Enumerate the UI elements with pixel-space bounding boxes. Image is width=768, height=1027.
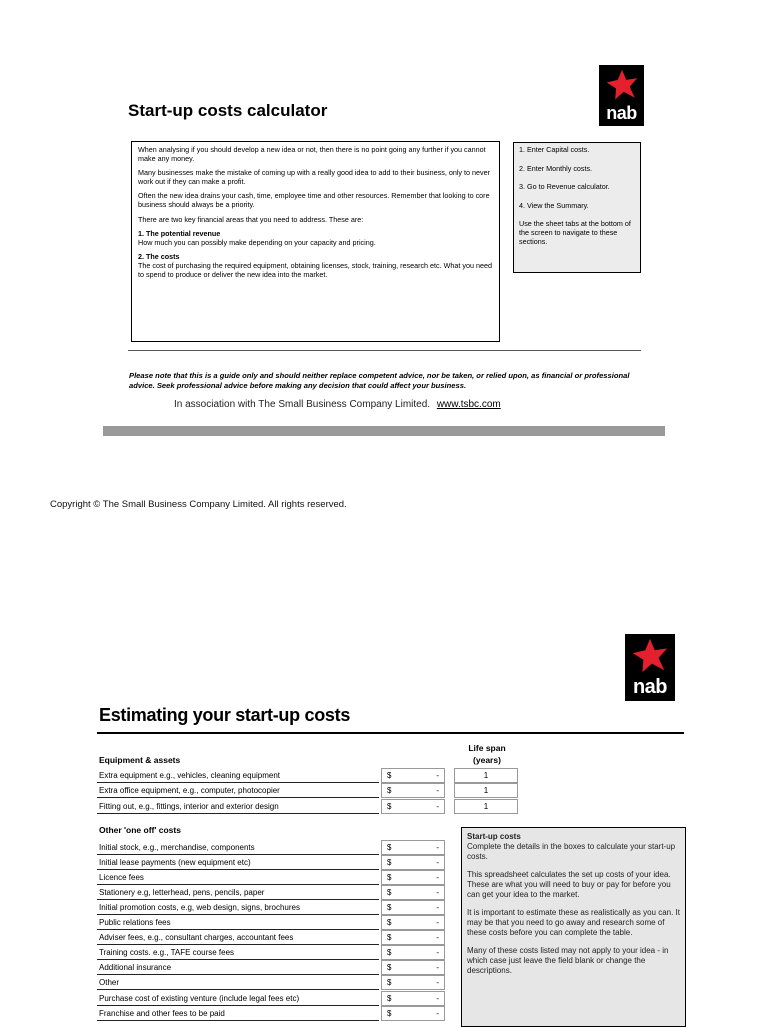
other-costs-heading: Other 'one off' costs (99, 825, 181, 835)
currency-symbol: $ (387, 888, 392, 897)
cost-input[interactable] (381, 930, 445, 945)
cost-value: - (436, 888, 439, 897)
cost-value: - (436, 963, 439, 972)
page-title: Start-up costs calculator (128, 101, 328, 120)
cost-value: - (436, 903, 439, 912)
currency-symbol: $ (387, 903, 392, 912)
lifespan-input[interactable]: 1 (454, 783, 518, 798)
cost-row-label: Initial promotion costs, e.g, web design, signs, brochures (97, 900, 379, 915)
nab-logo-text: nab (606, 103, 637, 123)
costs-text: The cost of purchasing the required equipment, obtaining licenses, stock, training, research etc. What you need to spend to produce or deliver the new idea into the market. (138, 260, 492, 279)
cost-row-label: Additional insurance (97, 960, 379, 975)
currency-symbol: $ (387, 933, 392, 942)
cost-input[interactable] (381, 945, 445, 960)
cost-input[interactable] (381, 870, 445, 885)
startup-info-box (461, 827, 686, 1027)
cost-value: - (436, 948, 439, 957)
nab-star-icon (605, 68, 639, 102)
cost-value: - (436, 786, 439, 795)
cost-input[interactable] (381, 991, 445, 1006)
cost-value: - (436, 858, 439, 867)
currency-symbol: $ (387, 786, 392, 795)
currency-symbol: $ (387, 843, 392, 852)
cost-row-label: Franchise and other fees to be paid (97, 1006, 379, 1021)
cost-row-label: Stationery e.g, letterhead, pens, pencils, paper (97, 885, 379, 900)
association-text: In association with The Small Business Company Limited. (174, 399, 431, 410)
info-paragraph: This spreadsheet calculates the set up costs of your idea. These are what you will need to buy or pay for before you can get your idea to the market. (467, 870, 671, 899)
currency-symbol: $ (387, 873, 392, 882)
cost-row-label: Purchase cost of existing venture (include legal fees etc) (97, 991, 379, 1006)
cost-input[interactable] (381, 900, 445, 915)
currency-symbol: $ (387, 771, 392, 780)
equipment-heading: Equipment & assets (99, 755, 181, 765)
cost-input[interactable] (381, 1006, 445, 1021)
divider (128, 350, 641, 351)
lifespan-header-line2: (years) (473, 755, 501, 765)
nab-logo (599, 65, 644, 126)
footer-bar (103, 426, 665, 436)
page-title: Estimating your start-up costs (99, 705, 351, 725)
title-rule (97, 732, 684, 734)
revenue-heading: 1. The potential revenue (138, 229, 221, 239)
cost-input[interactable] (381, 840, 445, 855)
step-item: 3. Go to Revenue calculator. (519, 182, 610, 192)
info-heading: Start-up costs (467, 832, 521, 841)
info-paragraph: Many of these costs listed may not apply to your idea - in which case just leave the field blank or change the descriptions. (467, 946, 669, 975)
disclaimer-text: that this is a guide only and should neither replace competent advice, nor be taken, or relied upon, as financial or professional advice. Seek professional advice before making any decision that could affect your business. (129, 371, 630, 390)
cost-value: - (436, 771, 439, 780)
cost-value: - (436, 873, 439, 882)
disclaimer (129, 371, 649, 391)
nab-logo-text: nab (632, 676, 668, 698)
step-item: 4. View the Summary. (519, 200, 589, 210)
cost-value: - (436, 843, 439, 852)
cost-row-label: Other (97, 975, 379, 990)
info-paragraph: It is important to estimate these as realistically as you can. It may be that you need to go away and research some of these costs before you can complete the table. (467, 908, 680, 937)
cost-value: - (436, 978, 439, 987)
cost-input[interactable] (381, 799, 445, 814)
intro-paragraph: Often the new idea drains your cash, time, employee time and other resources. Remember that looking to core business should always be a priority. (138, 191, 490, 209)
cost-row-label: Public relations fees (97, 915, 379, 930)
lifespan-input[interactable]: 1 (454, 768, 518, 783)
info-paragraph: Complete the details in the boxes to calculate your start-up costs. (467, 842, 676, 861)
intro-box (131, 141, 500, 342)
lifespan-header (452, 742, 522, 766)
lifespan-input[interactable]: 1 (454, 799, 518, 814)
currency-symbol: $ (387, 978, 392, 987)
cost-value: - (436, 802, 439, 811)
cost-row-label: Training costs. e.g., TAFE course fees (97, 945, 379, 960)
cost-row-label: Initial lease payments (new equipment etc) (97, 855, 379, 870)
cost-value: - (436, 933, 439, 942)
lifespan-header-line1: Life span (468, 743, 506, 753)
cost-input[interactable] (381, 885, 445, 900)
cost-input[interactable] (381, 975, 445, 990)
costs-heading: 2. The costs (138, 252, 180, 262)
cost-value: - (436, 1009, 439, 1018)
cost-input[interactable] (381, 855, 445, 870)
currency-symbol: $ (387, 948, 392, 957)
nab-star-icon (631, 637, 669, 675)
cost-input[interactable] (381, 783, 445, 798)
step-item: 1. Enter Capital costs. (519, 145, 590, 154)
cost-row-label: Fitting out, e.g., fittings, interior and exterior design (97, 799, 379, 814)
currency-symbol: $ (387, 858, 392, 867)
currency-symbol: $ (387, 994, 392, 1003)
currency-symbol: $ (387, 802, 392, 811)
cost-row-label: Extra office equipment, e.g., computer, photocopier (97, 783, 379, 798)
cost-input[interactable] (381, 768, 445, 783)
cost-row-label: Adviser fees, e.g., consultant charges, accountant fees (97, 930, 379, 945)
intro-paragraph: When analysing if you should develop a new idea or not, then there is no point going any further if you cannot make any money. (138, 145, 486, 163)
currency-symbol: $ (387, 1009, 392, 1018)
association-line (174, 399, 501, 410)
currency-symbol: $ (387, 918, 392, 927)
cost-input[interactable] (381, 915, 445, 930)
cost-input[interactable] (381, 960, 445, 975)
disclaimer-lead: Please note (129, 371, 172, 380)
copyright: Copyright © The Small Business Company Limited. All rights reserved. (50, 499, 347, 510)
intro-paragraph: There are two key financial areas that you need to address. These are: (138, 214, 364, 224)
intro-paragraph: Many businesses make the mistake of coming up with a really good idea to add to their business, only to never work out if they can make a profit. (138, 168, 490, 186)
nab-logo (625, 634, 675, 701)
revenue-text: How much you can possibly make depending on your capacity and pricing. (138, 237, 376, 247)
step-instructions: Use the sheet tabs at the bottom of the screen to navigate to these sections. (519, 219, 631, 246)
cost-value: - (436, 994, 439, 1003)
cost-value: - (436, 918, 439, 927)
cost-row-label: Extra equipment e.g., vehicles, cleaning equipment (97, 768, 379, 783)
tsbc-link[interactable]: www.tsbc.com (436, 399, 501, 410)
cost-row-label: Licence fees (97, 870, 379, 885)
steps-box (513, 142, 641, 273)
currency-symbol: $ (387, 963, 392, 972)
cost-row-label: Initial stock, e.g., merchandise, components (97, 840, 379, 855)
step-item: 2. Enter Monthly costs. (519, 163, 593, 173)
